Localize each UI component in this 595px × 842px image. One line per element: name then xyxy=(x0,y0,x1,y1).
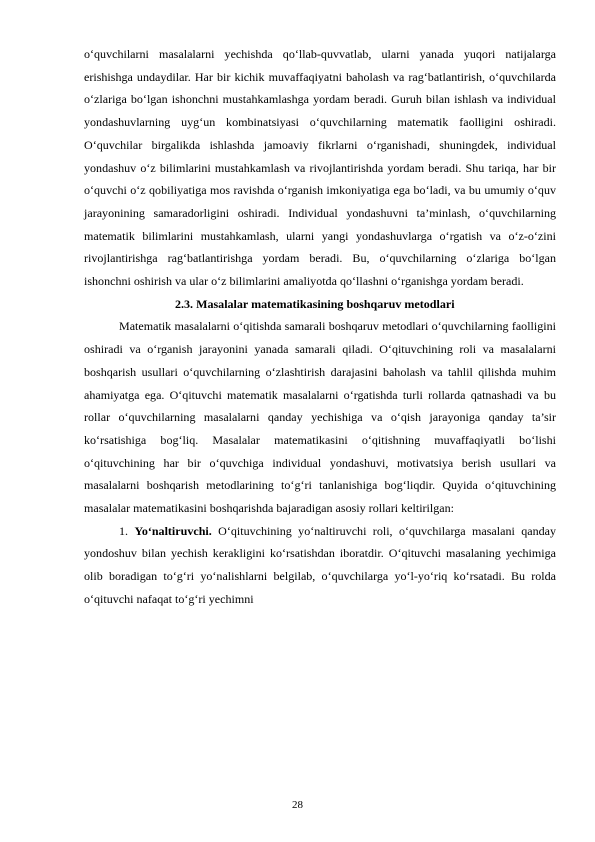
numbered-list-item xyxy=(84,520,556,611)
list-term: Yo‘naltiruvchi. xyxy=(134,523,212,538)
document-page xyxy=(84,43,556,611)
list-number: 1. xyxy=(119,523,129,538)
list-item-text: O‘qituvchining yo‘naltiruvchi roli, o‘quvchilarga masalani qanday yondoshuv bilan yechish kerakligini ko‘rsatishdan iboratdir. O‘qituvchi masalaning yechimiga olib boradigan to‘g‘ri yo‘nalishlarni belgilab, o‘quvchilarga yo‘l-yo‘riq ko‘rsatadi. Bu rolda o‘qituvchi nafaqat to‘g‘ri yechimni xyxy=(84,523,557,606)
body-paragraph: o‘quvchilarni masalalarni yechishda qo‘llab-quvvatlab, ularni yanada yuqori natijalarga erishishga undaydilar. Har bir kichik muvaffaqiyatni baholash va rag‘batlantirish, o‘quvchilarda o‘zlariga bo‘lgan ishonchni mustahkamlashga yordam beradi. Guruh bilan ishlash va individual yondashuvlarning uyg‘un kombinatsiyasi o‘quvchilarning matematik faolligini oshiradi. O‘quvchilar birgalikda ishlashda jamoaviy fikrlarni o‘rganishadi, shuningdek, individual yondashuv o‘z bilimlarini mustahkamlash va rivojlantirishda yordam beradi. Shu tariqa, har bir o‘quvchi o‘z qobiliyatiga mos ravishda o‘rganish imkoniyatiga ega bo‘ladi, va bu umumiy o‘quv jarayonining samaradorligini oshiradi. Individual yondashuvni ta’minlash, o‘quvchilarning matematik bilimlarini mustahkamlash, ularni yangi yondashuvlarga o‘rgatish va o‘z-o‘zini rivojlantirishga rag‘batlantirishga yordam beradi. Bu, o‘quvchilarning o‘zlariga bo‘lgan ishonchni oshirish va ular o‘z bilimlarini amaliyotda qo‘llashni o‘rganishga yordam beradi. xyxy=(84,47,556,289)
page-number: 28 xyxy=(292,799,303,811)
section-heading: 2.3. Masalalar matematikasining boshqaruv metodlari xyxy=(175,296,455,311)
body-paragraph: Matematik masalalarni o‘qitishda samarali boshqaruv metodlari o‘quvchilarning faolligini oshiradi va o‘rganish jarayonini yanada samarali qiladi. O‘qituvchining roli va masalalarni boshqarish usullari o‘quvchilarning o‘zlashtirish darajasini baholash va tahlil qilishda muhim ahamiyatga ega. O‘qituvchi matematik masalalarni o‘rgatishda turli rollarda qatnashadi va bu rollar o‘quvchilarning masalalarni qanday yechishiga va o‘qish jarayoniga qanday ta’sir ko‘rsatishiga bog‘liq. Masalalar matematikasini o‘qitishning muvaffaqiyatli bo‘lishi o‘qituvchining har bir o‘quvchiga individual yondashuvi, motivatsiya berish usullari va masalalarni boshqarish metodlarining to‘g‘ri tanlanishiga bog‘liqdir. Quyida o‘qituvchining masalalar matematikasini boshqarishda bajaradigan asosiy rollari keltirilgan: xyxy=(84,319,556,516)
